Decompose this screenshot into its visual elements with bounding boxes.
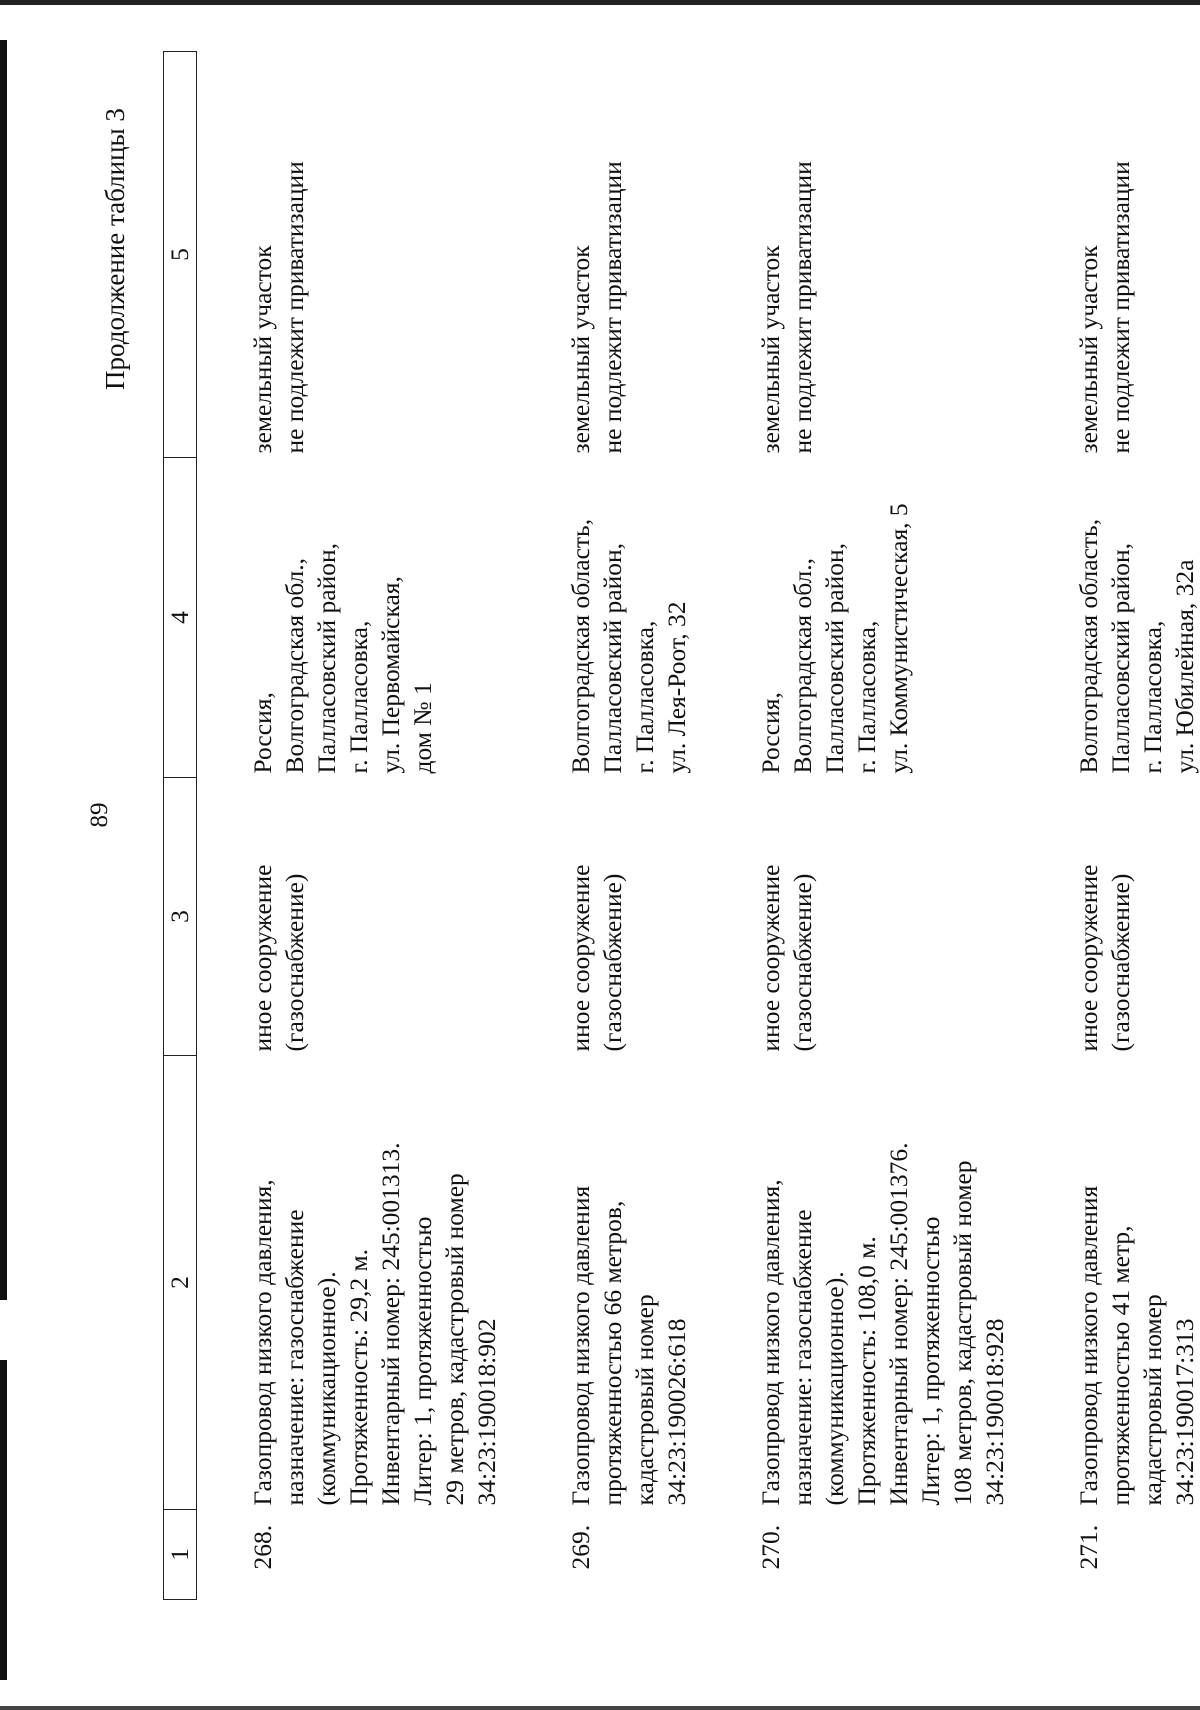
- address-line: Волгоградская обл.,: [788, 557, 817, 774]
- cell-description: [197, 1056, 504, 1510]
- address-line: Россия,: [248, 692, 277, 774]
- row-number: 271.: [1074, 1524, 1103, 1570]
- address-line: г. Палласовка,: [344, 620, 373, 774]
- property-register-table: [163, 51, 1200, 1600]
- table-row: [503, 52, 693, 1600]
- note-line: земельный участок: [756, 245, 785, 454]
- cell-type: [503, 778, 693, 1056]
- note-line: земельный участок: [248, 245, 277, 454]
- description-line: 34:23:190017:313: [1170, 1318, 1199, 1506]
- description-line: протяженностью 66 метров,: [598, 1200, 627, 1506]
- address-line: ул. Лея-Роот, 32: [662, 601, 691, 774]
- cell-note: [503, 52, 693, 458]
- type-line: иное сооружение: [248, 864, 277, 1052]
- description-line: 29 метров, кадастровый номер: [440, 1173, 469, 1506]
- address-line: Палласовский район,: [1106, 542, 1135, 774]
- address-line: г. Палласовка,: [1138, 620, 1167, 774]
- column-header: 2: [164, 1056, 197, 1510]
- address-line: Палласовский район,: [820, 542, 849, 774]
- address-line: ул. Коммунистическая, 5: [884, 503, 913, 774]
- address-line: Палласовский район,: [598, 542, 627, 774]
- address-line: ул. Первомайская,: [376, 576, 405, 774]
- type-line: иное сооружение: [756, 864, 785, 1052]
- description-line: назначение: газоснабжение: [280, 1209, 309, 1506]
- cell-description: [1011, 1056, 1200, 1510]
- description-line: 34:23:190026:618: [662, 1318, 691, 1506]
- description-line: кадастровый номер: [1138, 1294, 1167, 1506]
- description-line: (коммуникационное).: [312, 1271, 341, 1506]
- description-line: Газопровод низкого давления: [566, 1185, 595, 1506]
- cell-address: [503, 458, 693, 778]
- description-line: (коммуникационное).: [820, 1271, 849, 1506]
- description-line: 108 метров, кадастровый номер: [948, 1160, 977, 1506]
- note-line: не подлежит приватизации: [280, 161, 309, 454]
- description-line: Литер: 1, протяженностью: [916, 1216, 945, 1506]
- description-line: назначение: газоснабжение: [788, 1209, 817, 1506]
- description-line: 34:23:190018:902: [472, 1318, 501, 1506]
- table-row: [1011, 52, 1200, 1600]
- note-line: не подлежит приватизации: [598, 161, 627, 454]
- description-line: Инвентарный номер: 245:001313.: [376, 1142, 405, 1506]
- note-line: не подлежит приватизации: [1106, 161, 1135, 454]
- column-header: 4: [164, 458, 197, 778]
- description-line: Газопровод низкого давления,: [756, 1179, 785, 1506]
- row-number: 268.: [248, 1524, 277, 1570]
- address-line: г. Палласовка,: [630, 620, 659, 774]
- table-continuation-title: Продолжение таблицы 3: [100, 108, 130, 390]
- type-line: (газоснабжение): [280, 873, 309, 1052]
- description-line: Газопровод низкого давления: [1074, 1185, 1103, 1506]
- table-header-row: [164, 52, 197, 1600]
- cell-note: [197, 52, 504, 458]
- cell-description: [503, 1056, 693, 1510]
- cell-type: [1011, 778, 1200, 1056]
- cell-description: [693, 1056, 1011, 1510]
- description-line: Протяженность: 108,0 м.: [852, 1236, 881, 1506]
- address-line: Волгоградская обл.,: [280, 557, 309, 774]
- note-line: не подлежит приватизации: [788, 161, 817, 454]
- cell-address: [1011, 458, 1200, 778]
- page-number: 89: [86, 802, 113, 828]
- cell-address: [693, 458, 1011, 778]
- note-line: земельный участок: [1074, 245, 1103, 454]
- cell-note: [1011, 52, 1200, 458]
- column-header: 3: [164, 778, 197, 1056]
- type-line: (газоснабжение): [1106, 873, 1135, 1052]
- column-header: 1: [164, 1510, 197, 1600]
- description-line: кадастровый номер: [630, 1294, 659, 1506]
- type-line: иное сооружение: [1074, 864, 1103, 1052]
- table-row: [197, 52, 504, 1600]
- cell-address: [197, 458, 504, 778]
- description-line: Инвентарный номер: 245:001376.: [884, 1142, 913, 1506]
- address-line: Палласовский район,: [312, 542, 341, 774]
- note-line: земельный участок: [566, 245, 595, 454]
- address-line: Волгоградская область,: [566, 518, 595, 774]
- description-line: 34:23:190018:928: [980, 1318, 1009, 1506]
- table-row: [693, 52, 1011, 1600]
- cell-type: [693, 778, 1011, 1056]
- cell-note: [693, 52, 1011, 458]
- cell-type: [197, 778, 504, 1056]
- address-line: Россия,: [756, 692, 785, 774]
- address-line: дом № 1: [408, 682, 437, 774]
- address-line: ул. Юбилейная, 32а: [1170, 559, 1199, 774]
- type-line: (газоснабжение): [788, 873, 817, 1052]
- address-line: г. Палласовка,: [852, 620, 881, 774]
- type-line: иное сооружение: [566, 864, 595, 1052]
- row-number: 270.: [756, 1524, 785, 1570]
- description-line: протяженностью 41 метр,: [1106, 1225, 1135, 1506]
- description-line: Литер: 1, протяженностью: [408, 1216, 437, 1506]
- type-line: (газоснабжение): [598, 873, 627, 1052]
- description-line: Газопровод низкого давления,: [248, 1179, 277, 1506]
- address-line: Волгоградская область,: [1074, 518, 1103, 774]
- column-header: 5: [164, 52, 197, 458]
- row-number: 269.: [566, 1524, 595, 1570]
- description-line: Протяженность: 29,2 м.: [344, 1249, 373, 1506]
